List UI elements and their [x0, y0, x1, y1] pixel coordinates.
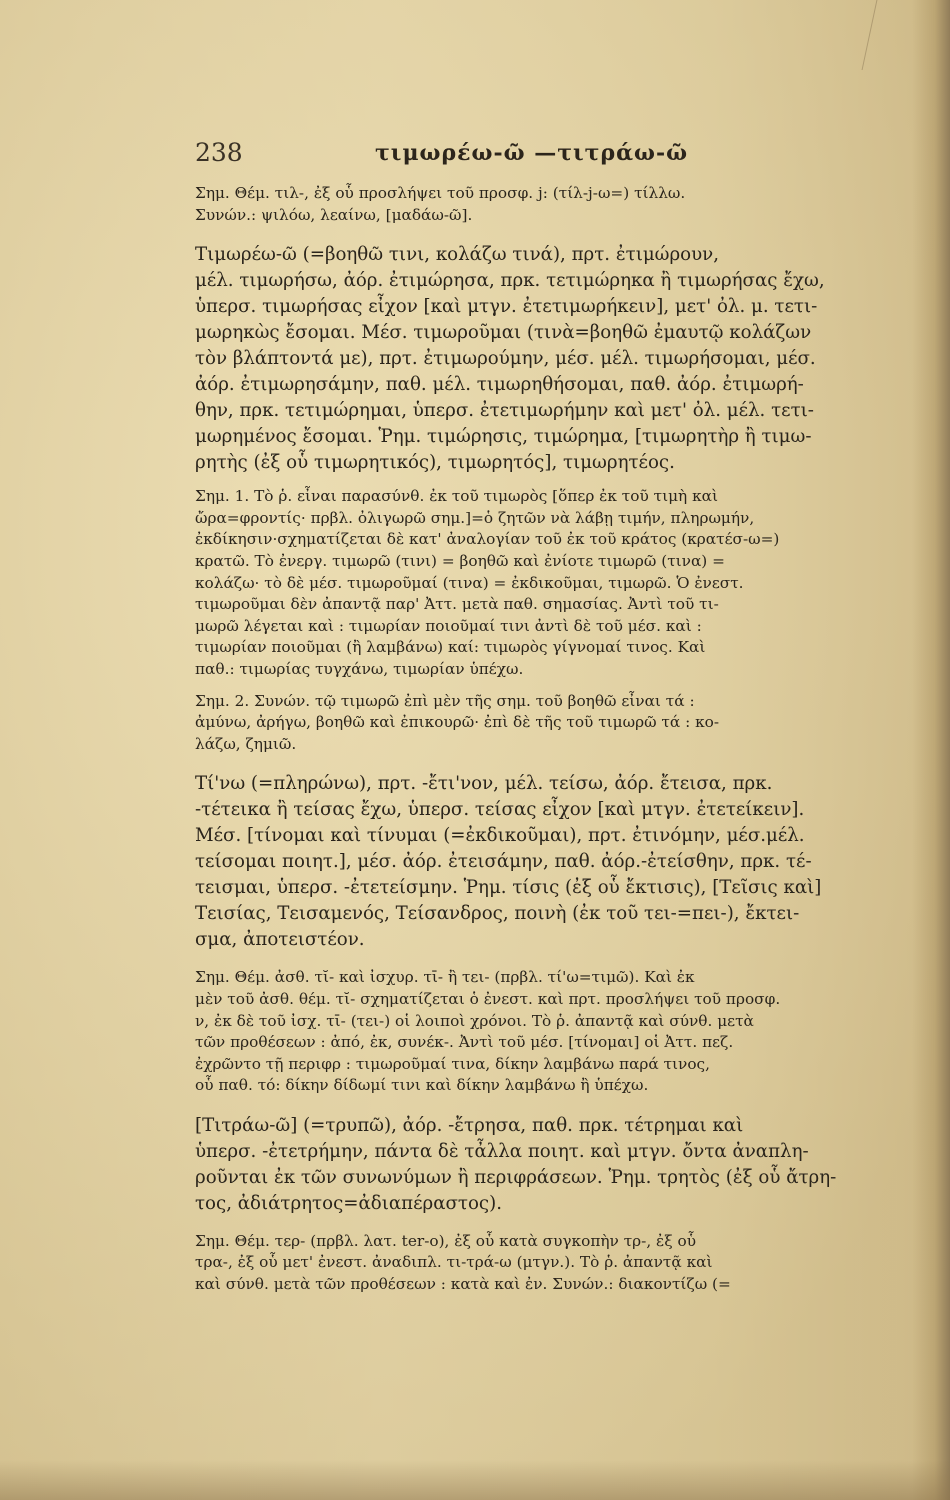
page-content [195, 183, 895, 1296]
text-line: τιμωροῦμαι δὲν ἀπαντᾷ παρ' Ἀττ. μετὰ παθ. σημασίας. Ἀντὶ τοῦ τι- [195, 595, 719, 614]
text-line: παθ.: τιμωρίας τυγχάνω, τιμωρίαν ὑπέχω. [195, 659, 524, 678]
note-titrao [195, 1231, 895, 1296]
page-header [195, 138, 895, 172]
text-line: Συνών.: ψιλόω, λεαίνω, [μαδάω-ῶ]. [195, 205, 473, 224]
text-line: ὑπερσ. τιμωρήσας εἶχον [καὶ μτγν. ἐτετιμωρήκειν], μετ' ὀλ. μ. τετι- [195, 296, 818, 318]
text-line: μέλ. τιμωρήσω, ἀόρ. ἐτιμώρησα, πρκ. τετιμώρηκα ἢ τιμωρήσας ἔχω, [195, 270, 825, 292]
text-line: κολάζω· τὸ δὲ μέσ. τιμωροῦμαί (τινα) = ἐκδικοῦμαι, τιμωρῶ. Ὁ ἐνεστ. [195, 573, 744, 592]
text-line: Σημ. Θέμ. τιλ-, ἐξ οὗ προσλήψει τοῦ προσφ. j: (τίλ-j-ω=) τίλλω. [195, 184, 686, 202]
text-line: ροῦνται ἐκ τῶν συνωνύμων ἢ περιφράσεων. Ῥημ. τρητὸς (ἐξ οὗ ἄτρη- [195, 1166, 837, 1188]
text-line: τεισμαι, ὑπερσ. -ἐτετείσμην. Ῥημ. τίσις (ἐξ οὗ ἔκτισις), [Τεῖσις καὶ] [195, 877, 822, 899]
text-line: κρατῶ. Τὸ ἐνεργ. τιμωρῶ (τινι) = βοηθῶ καὶ ἐνίοτε τιμωρῶ (τινα) = [195, 551, 725, 570]
text-line: σμα, ἀποτειστέον. [195, 929, 365, 951]
text-line: οὗ παθ. τό: δίκην δίδωμί τινι καὶ δίκην λαμβάνω ἢ ὑπέχω. [195, 1076, 649, 1095]
page-bottom-shadow [0, 1460, 950, 1500]
note-tilo [195, 183, 895, 226]
text-line: μωρηκὼς ἔσομαι. Μέσ. τιμωροῦμαι (τινὰ=βοηθῶ ἐμαυτῷ κολάζων [195, 322, 812, 344]
text-line: ἐκδίκησιν·σχηματίζεται δὲ κατ' ἀναλογίαν τοῦ ἐκ τοῦ κράτος (κρατέσ-ω=) [195, 530, 780, 549]
text-line: Σημ. 1. Τὸ ῥ. εἶναι παρασύνθ. ἐκ τοῦ τιμωρὸς [ὅπερ ἐκ τοῦ τιμὴ καὶ [195, 487, 718, 506]
entry-timoreo [195, 242, 895, 476]
text-line: ἀόρ. ἐτιμωρησάμην, παθ. μέλ. τιμωρηθήσομαι, παθ. ἀόρ. ἐτιμωρή- [195, 374, 804, 396]
text-line: ὤρα=φροντίς· πρβλ. ὀλιγωρῶ σημ.]=ὁ ζητῶν νὰ λάβῃ τιμήν, πληρωμήν, [195, 508, 755, 527]
entry-tino [195, 771, 895, 953]
text-line: μωρῶ λέγεται καὶ : τιμωρίαν ποιοῦμαί τινι ἀντὶ δὲ τοῦ μέσ. καὶ : [195, 616, 702, 635]
text-line: Τιμωρέω-ῶ (=βοηθῶ τινι, κολάζω τινά), πρτ. ἐτιμώρουν, [195, 244, 720, 266]
text-line: -τέτεικα ἢ τείσας ἔχω, ὑπερσ. τείσας εἶχον [καὶ μτγν. ἐτετείκειν]. [195, 799, 805, 821]
note-tino [195, 967, 895, 1097]
text-line: τιμωρίαν ποιοῦμαι (ἢ λαμβάνω) καί: τιμωρὸς γίγνομαί τινος. Καὶ [195, 638, 706, 657]
text-line: ὑπερσ. -ἐτετρήμην, πάντα δὲ τἆλλα ποιητ. καὶ μτγν. ὄντα ἀναπλη- [195, 1140, 809, 1162]
text-line: μωρημένος ἔσομαι. Ῥημ. τιμώρησις, τιμώρημα, [τιμωρητὴρ ἢ τιμω- [195, 426, 812, 448]
text-line: τῶν προθέσεων : ἀπό, ἐκ, συνέκ-. Ἀντὶ τοῦ μέσ. [τίνομαι] οἱ Ἀττ. πεζ. [195, 1033, 734, 1052]
entry-titrao [195, 1113, 895, 1217]
text-line: τὸν βλάπτοντά με), πρτ. ἐτιμωρούμην, μέσ. μέλ. τιμωρήσομαι, μέσ. [195, 348, 816, 370]
text-line: Σημ. Θέμ. τερ- (πρβλ. λατ. ter-o), ἐξ οὗ κατὰ συγκοπὴν τρ-, ἐξ οὗ [195, 1231, 697, 1250]
running-head: τιμωρέω-ῶ —τιτράω-ῶ [375, 140, 689, 166]
text-line: [Τιτράω-ῶ] (=τρυπῶ), ἀόρ. -ἔτρησα, παθ. πρκ. τέτρημαι καὶ [195, 1114, 744, 1136]
text-line: ρητὴς (ἐξ οὗ τιμωρητικός), τιμωρητός], τιμωρητέος. [195, 452, 675, 474]
text-line: Σημ. 2. Συνών. τῷ τιμωρῶ ἐπὶ μὲν τῆς σημ. τοῦ βοηθῶ εἶναι τά : [195, 691, 695, 710]
note-timoreo-2 [195, 691, 895, 756]
text-line: Σημ. Θέμ. ἀσθ. τῐ- καὶ ἰσχυρ. τῑ- ἢ τει- (πρβλ. τί'ω=τιμῶ). Καὶ ἐκ [195, 968, 695, 987]
text-line: μὲν τοῦ ἀσθ. θέμ. τῐ- σχηματίζεται ὁ ἐνεστ. καὶ πρτ. προσλήψει τοῦ προσφ. [195, 989, 781, 1008]
page-edge-shadow [912, 0, 950, 1500]
text-line: Τεισίας, Τεισαμενός, Τείσανδρος, ποινὴ (ἐκ τοῦ τει-=πει-), ἔκτει- [195, 903, 800, 925]
text-line: λάζω, ζημιῶ. [195, 734, 297, 753]
text-line: ἀμύνω, ἀρήγω, βοηθῶ καὶ ἐπικουρῶ· ἐπὶ δὲ τῆς τοῦ τιμωρῶ τά : κο- [195, 713, 720, 732]
text-line: ν, ἐκ δὲ τοῦ ἰσχ. τῑ- (τει-) οἱ λοιποὶ χρόνοι. Τὸ ῥ. ἀπαντᾷ καὶ σύνθ. μετὰ [195, 1011, 754, 1030]
text-line: θην, πρκ. τετιμώρημαι, ὑπερσ. ἐτετιμωρήμην καὶ μετ' ὀλ. μέλ. τετι- [195, 400, 814, 422]
text-line: τρα-, ἐξ οὗ μετ' ἐνεστ. ἀναδιπλ. τι-τρά-ω (μτγν.). Τὸ ῥ. ἀπαντᾷ καὶ [195, 1253, 713, 1272]
page-number: 238 [195, 138, 243, 167]
note-timoreo-1 [195, 486, 895, 680]
text-line: ἐχρῶντο τῇ περιφρ : τιμωροῦμαί τινα, δίκην λαμβάνω παρά τινος, [195, 1054, 710, 1073]
text-line: Μέσ. [τίνομαι καὶ τίνυμαι (=ἐκδικοῦμαι), πρτ. ἐτινόμην, μέσ.μέλ. [195, 825, 805, 847]
text-line: Τί'νω (=πληρώνω), πρτ. -ἔτι'νον, μέλ. τείσω, ἀόρ. ἔτεισα, πρκ. [195, 773, 773, 795]
text-line: τείσομαι ποιητ.], μέσ. ἀόρ. ἐτεισάμην, παθ. ἀόρ.-ἐτείσθην, πρκ. τέ- [195, 851, 812, 873]
text-line: καὶ σύνθ. μετὰ τῶν προθέσεων : κατὰ καὶ ἐν. Συνών.: διακοντίζω (= [195, 1275, 731, 1294]
text-line: τος, ἀδιάτρητος=ἀδιαπέραστος). [195, 1192, 502, 1214]
